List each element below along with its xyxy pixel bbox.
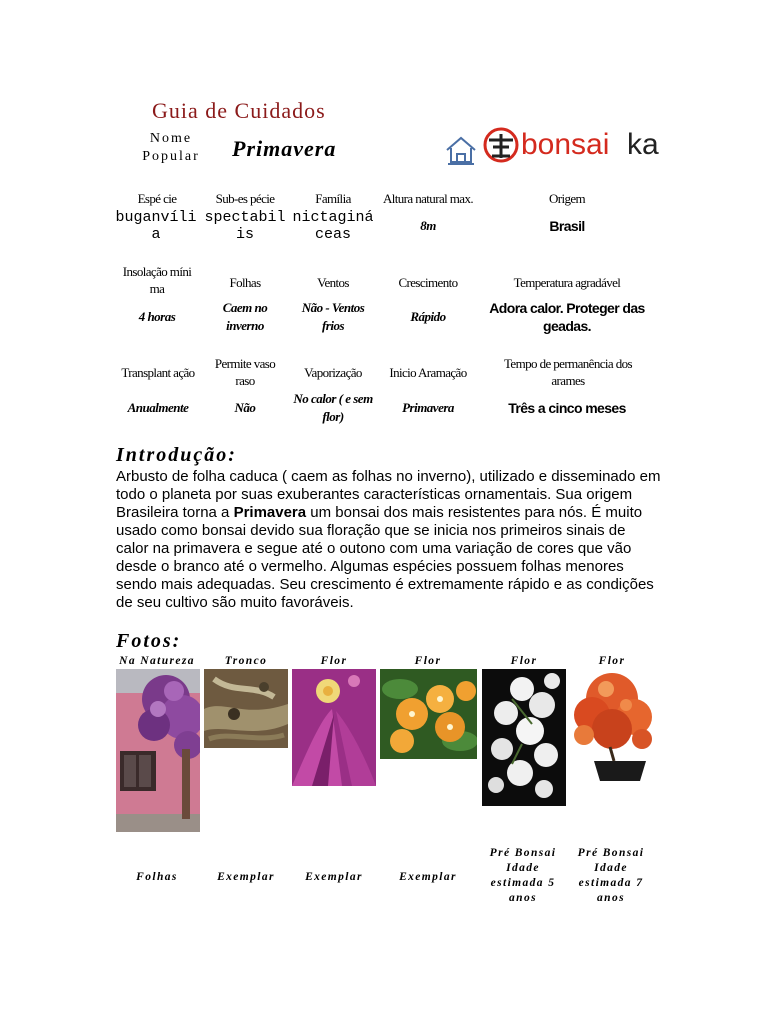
header-temperatura: Temperatura agradável bbox=[513, 274, 621, 290]
logo-text-bonsai: bonsai bbox=[521, 128, 610, 161]
photos-heading: Fotos: bbox=[116, 630, 182, 652]
photo-flor-roxa bbox=[292, 669, 376, 786]
value-ventos: Não - Ventos frios bbox=[301, 300, 365, 333]
bonsai-ka-logo bbox=[445, 126, 660, 168]
nome-popular-value: Primavera bbox=[232, 136, 337, 161]
caption-bottom-3: Exemplar bbox=[305, 871, 363, 883]
caption-bottom-5: Pré Bonsai Idade estimada 5 anos bbox=[489, 847, 557, 904]
page-title: Guia de Cuidados bbox=[152, 98, 326, 123]
value-origem: Brasil bbox=[549, 218, 585, 234]
header-ventos: Ventos bbox=[317, 274, 349, 290]
header-crescimento: Crescimento bbox=[398, 274, 458, 290]
value-crescimento: Rápido bbox=[410, 309, 446, 324]
caption-top-1: Na Natureza bbox=[119, 655, 195, 667]
caption-top-4: Flor bbox=[414, 655, 442, 667]
header-tempo-arames: Tempo de permanência dos arames bbox=[504, 356, 632, 388]
white-flower-image-icon bbox=[482, 669, 566, 806]
logo-text-ka: ka bbox=[627, 128, 659, 161]
intro-text-part2: um bonsai dos mais resistentes para nós. É muito usado como bonsai devido sua floração que se inicia nos primeiros sinais de calor na primavera e segue até o outono com uma variação de cores que vão desde o branco até o vermelho. Algumas espécies possuem folhas menores sendo mais adequadas. Seu crescimento é extremamente rápido e as condições de seu cultivo são muito favoráveis. bbox=[116, 504, 654, 611]
trunk-image-icon bbox=[204, 669, 288, 748]
value-insolacao: 4 horas bbox=[138, 309, 176, 324]
nome-label-line1: Nome bbox=[149, 131, 193, 146]
intro-text-part1: Arbusto de folha caduca ( caem as folhas no inverno), utilizado e disseminado em todo o planeta por suas exuberantes características ornamentais. Sua origem Brasileira torna a bbox=[116, 468, 661, 521]
caption-bottom-6: Pré Bonsai Idade estimada 7 anos bbox=[577, 847, 645, 904]
intro-text-bold: Primavera bbox=[233, 504, 307, 521]
value-transplantacao: Anualmente bbox=[127, 400, 189, 415]
header-transplantacao: Transplant ação bbox=[121, 364, 195, 380]
photo-flor-laranja bbox=[380, 669, 477, 759]
header-origem: Origem bbox=[548, 190, 586, 206]
header-subespecie: Sub-es pécie bbox=[215, 190, 275, 206]
value-tempo-arames: Três a cinco meses bbox=[508, 400, 626, 416]
value-familia: nictaginá ceas bbox=[292, 209, 374, 243]
value-vaso-raso: Não bbox=[234, 400, 256, 415]
caption-top-2: Tronco bbox=[224, 655, 268, 667]
value-subespecie: spectabil is bbox=[204, 209, 286, 243]
header-altura: Altura natural max. bbox=[382, 190, 474, 206]
header-familia: Família bbox=[315, 190, 351, 206]
value-especie: buganvíli a bbox=[115, 209, 197, 243]
header-vaso-raso: Permite vaso raso bbox=[214, 356, 276, 388]
header-especie: Espé cie bbox=[137, 190, 177, 206]
value-aramacao: Primavera bbox=[402, 400, 454, 415]
header-insolacao: Insolação míni ma bbox=[122, 264, 192, 296]
value-folhas: Caem no inverno bbox=[222, 300, 268, 333]
orange-flower-image-icon bbox=[380, 669, 477, 759]
caption-top-5: Flor bbox=[510, 655, 538, 667]
header-aramacao: Inicio Aramação bbox=[389, 364, 467, 380]
caption-top-3: Flor bbox=[320, 655, 348, 667]
house-bougainvillea-image-icon bbox=[116, 669, 200, 832]
photo-na-natureza bbox=[116, 669, 200, 832]
intro-heading: Introdução: bbox=[116, 444, 237, 466]
caption-bottom-1: Folhas bbox=[136, 871, 178, 883]
photo-tronco bbox=[204, 669, 288, 748]
nome-popular-label bbox=[140, 130, 202, 166]
caption-bottom-4: Exemplar bbox=[399, 871, 457, 883]
header-folhas: Folhas bbox=[229, 274, 261, 290]
value-altura: 8m bbox=[420, 218, 436, 233]
intro-text bbox=[116, 468, 661, 612]
red-flower-bonsai-image-icon bbox=[570, 669, 654, 787]
photo-flor-vermelha bbox=[570, 669, 654, 787]
header-vaporizacao: Vaporização bbox=[304, 364, 362, 380]
value-temperatura: Adora calor. Proteger das geadas. bbox=[489, 300, 645, 334]
value-vaporizacao: No calor ( e sem flor) bbox=[293, 391, 373, 424]
caption-bottom-2: Exemplar bbox=[217, 871, 275, 883]
purple-flower-image-icon bbox=[292, 669, 376, 786]
caption-top-6: Flor bbox=[598, 655, 626, 667]
nome-label-line2: Popular bbox=[142, 149, 200, 164]
photo-flor-branca bbox=[482, 669, 566, 806]
